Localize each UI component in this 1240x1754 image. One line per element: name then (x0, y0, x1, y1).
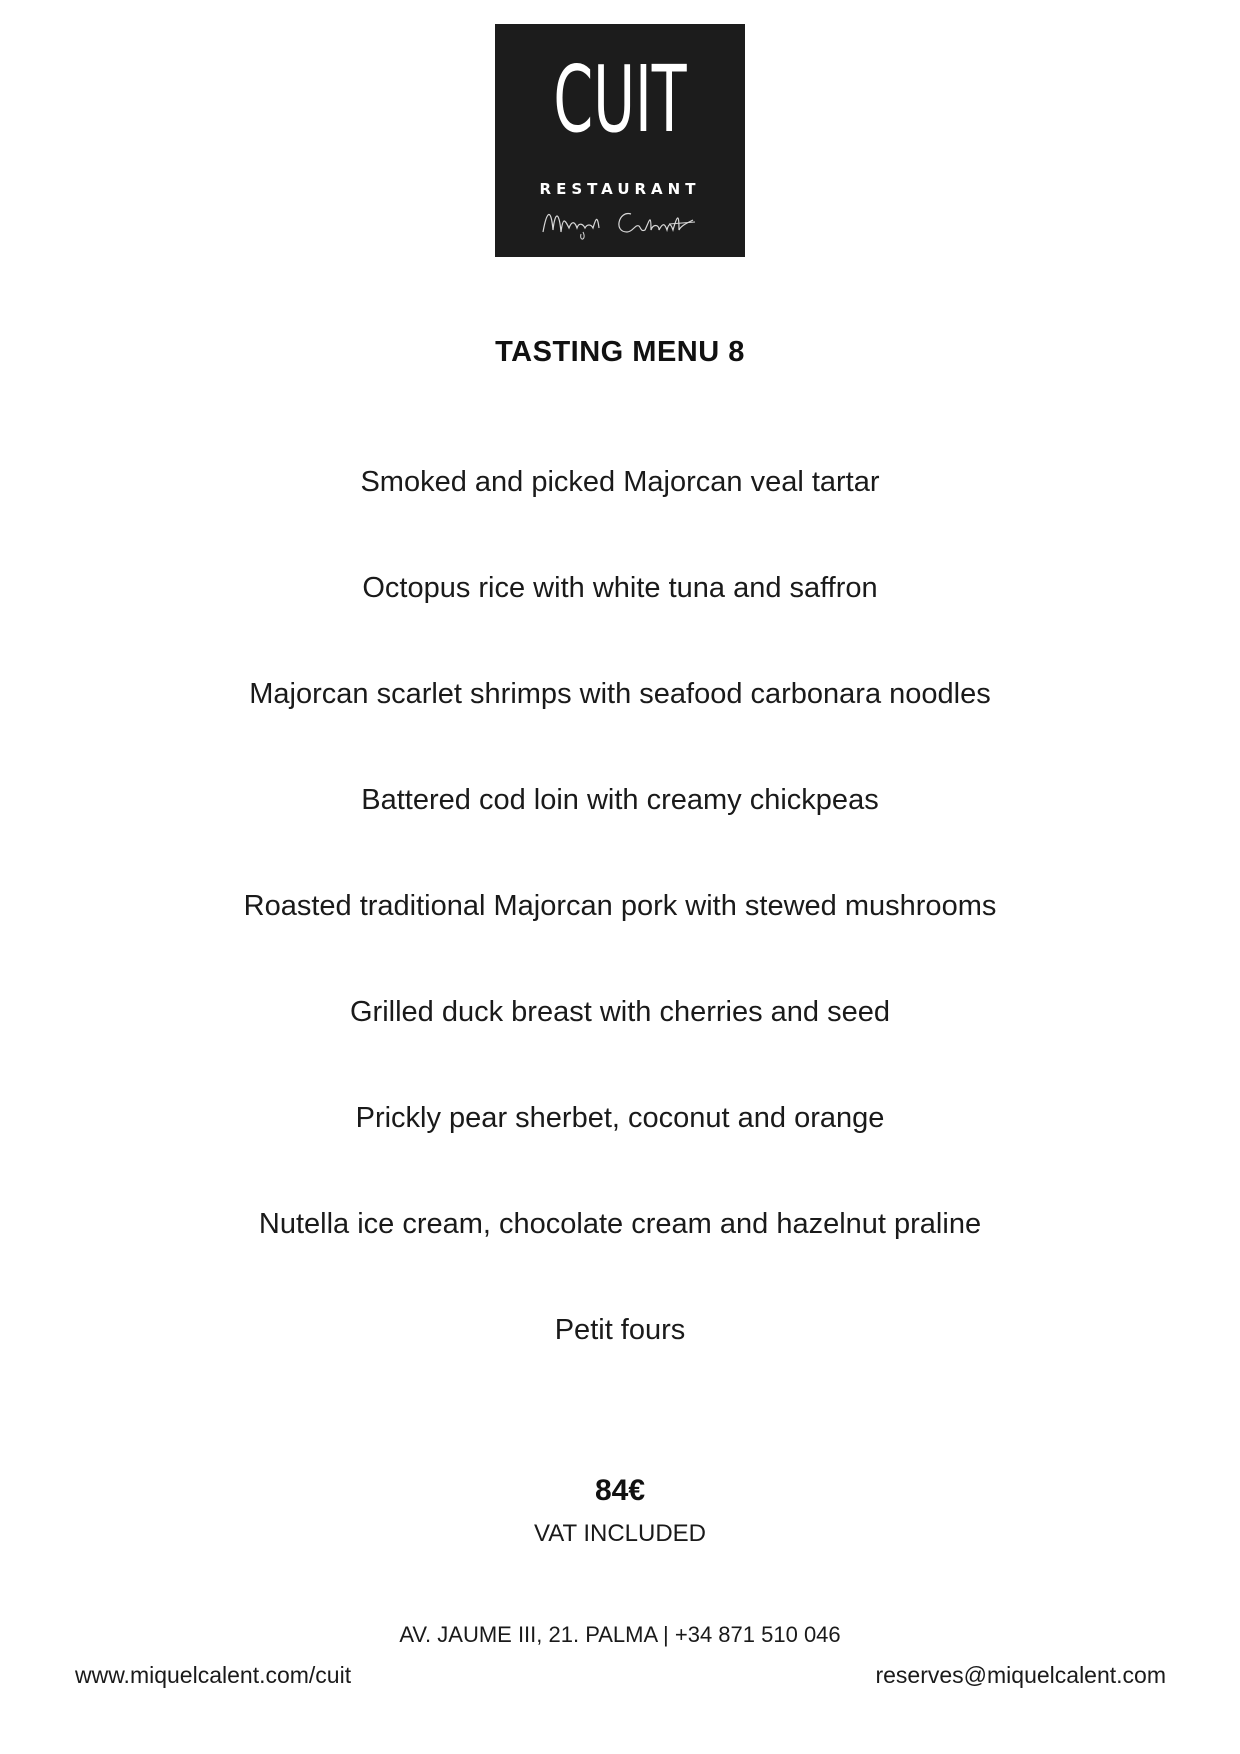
menu-item: Majorcan scarlet shrimps with seafood carbonara noodles (249, 678, 991, 710)
restaurant-logo (495, 24, 745, 257)
menu-item: Petit fours (554, 1314, 686, 1346)
menu-item: Roasted traditional Majorcan pork with stewed mushrooms (243, 890, 997, 922)
menu-item: Octopus rice with white tuna and saffron (362, 572, 878, 604)
vat-note: VAT INCLUDED (533, 1520, 707, 1547)
menu-item: Smoked and picked Majorcan veal tartar (360, 466, 880, 498)
menu-item: Nutella ice cream, chocolate cream and hazelnut praline (258, 1208, 982, 1240)
website-link[interactable]: www.miquelcalent.com/cuit (75, 1662, 352, 1688)
logo-name: CUIT (553, 46, 687, 153)
email-link[interactable]: reserves@miquelcalent.com (875, 1662, 1166, 1688)
menu-list (0, 462, 1240, 1416)
menu-item: Battered cod loin with creamy chickpeas (361, 784, 879, 816)
menu-item: Prickly pear sherbet, coconut and orange (355, 1102, 885, 1134)
menu-title: TASTING MENU 8 (495, 336, 745, 368)
restaurant-address: AV. JAUME III, 21. PALMA | +34 871 510 046 (399, 1622, 841, 1647)
menu-price: 84€ (594, 1474, 646, 1507)
logo-subtitle: RESTAURANT (539, 180, 701, 198)
menu-item: Grilled duck breast with cherries and seed (350, 996, 890, 1028)
chef-signature (535, 202, 705, 244)
